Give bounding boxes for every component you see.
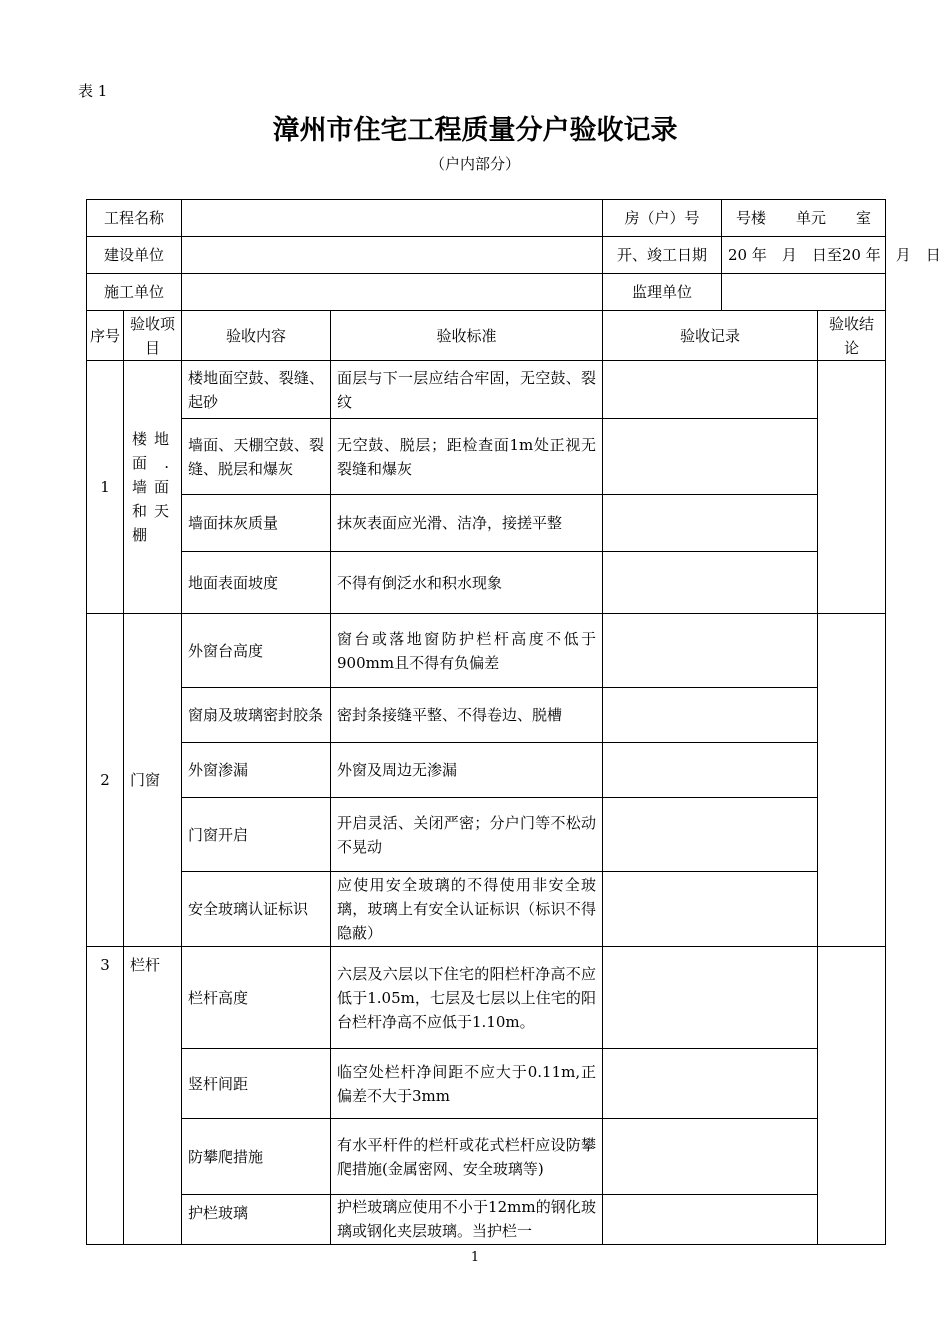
group-item: 楼地面.墙面和天棚 xyxy=(124,361,182,614)
group-item: 栏杆 xyxy=(124,947,182,1245)
record-cell[interactable] xyxy=(603,688,818,743)
table-row xyxy=(87,419,886,495)
group-item: 门窗 xyxy=(124,614,182,947)
check-content: 窗扇及玻璃密封胶条 xyxy=(182,688,331,743)
room-value[interactable]: 号楼 单元 室 xyxy=(736,209,872,227)
check-content: 楼地面空鼓、裂缝、起砂 xyxy=(182,361,331,419)
table-row xyxy=(87,798,886,872)
conclusion-cell[interactable] xyxy=(818,947,886,1245)
column-header-row xyxy=(87,311,886,361)
check-content: 栏杆高度 xyxy=(182,947,331,1049)
record-cell[interactable] xyxy=(603,1119,818,1195)
table-row xyxy=(87,495,886,552)
supervisor-value[interactable] xyxy=(722,274,886,310)
record-cell[interactable] xyxy=(603,1049,818,1119)
check-content: 安全玻璃认证标识 xyxy=(182,872,331,947)
builder-label: 建设单位 xyxy=(87,237,182,274)
record-cell[interactable] xyxy=(603,1195,818,1245)
col-seq-header: 序号 xyxy=(87,311,124,361)
col-item-header: 验收项目 xyxy=(124,311,182,361)
check-content: 墙面、天棚空鼓、裂缝、脱层和爆灰 xyxy=(182,419,331,495)
table-row xyxy=(87,688,886,743)
check-standard: 抹灰表面应光滑、洁净，接搓平整 xyxy=(331,495,603,552)
info-row-constructor xyxy=(87,274,886,311)
check-content: 门窗开启 xyxy=(182,798,331,872)
check-standard: 临空处栏杆净间距不应大于0.11m,正偏差不大于3mm xyxy=(331,1049,603,1119)
check-standard: 密封条接缝平整、不得卷边、脱槽 xyxy=(331,688,603,743)
project-name-label: 工程名称 xyxy=(87,200,182,237)
project-name-field[interactable] xyxy=(182,200,603,237)
check-standard: 不得有倒泛水和积水现象 xyxy=(331,552,603,614)
check-content: 外窗渗漏 xyxy=(182,743,331,798)
dates-value[interactable]: 20 年 月 日至20 年 月 日 xyxy=(728,246,941,264)
conclusion-cell[interactable] xyxy=(818,361,886,614)
check-content: 护栏玻璃 xyxy=(182,1195,331,1245)
check-content: 墙面抹灰质量 xyxy=(182,495,331,552)
group-seq: 3 xyxy=(87,947,124,1245)
record-cell[interactable] xyxy=(603,495,818,552)
col-standard-header: 验收标准 xyxy=(331,311,603,361)
record-cell[interactable] xyxy=(603,798,818,872)
check-content: 防攀爬措施 xyxy=(182,1119,331,1195)
room-label-cell: 房（户）号 xyxy=(603,200,722,236)
check-content: 地面表面坡度 xyxy=(182,552,331,614)
constructor-field[interactable] xyxy=(182,274,603,311)
table-row xyxy=(87,872,886,947)
check-standard: 无空鼓、脱层；距检查面1m处正视无裂缝和爆灰 xyxy=(331,419,603,495)
check-standard: 六层及六层以下住宅的阳栏杆净高不应低于1.05m，七层及七层以上住宅的阳台栏杆净高不应低于1.10m。 xyxy=(331,947,603,1049)
acceptance-form-table xyxy=(86,199,941,1245)
table-row xyxy=(87,614,886,688)
table-label: 表 1 xyxy=(78,82,108,100)
record-cell[interactable] xyxy=(603,614,818,688)
record-cell[interactable] xyxy=(603,743,818,798)
info-row-builder xyxy=(87,237,886,274)
record-cell[interactable] xyxy=(603,361,818,419)
check-content: 竖杆间距 xyxy=(182,1049,331,1119)
check-standard: 应使用安全玻璃的不得使用非安全玻璃，玻璃上有安全认证标识（标识不得隐蔽） xyxy=(331,872,603,947)
conclusion-cell[interactable] xyxy=(818,614,886,947)
check-content: 外窗台高度 xyxy=(182,614,331,688)
check-standard: 外窗及周边无渗漏 xyxy=(331,743,603,798)
group-seq: 1 xyxy=(87,361,124,614)
builder-field[interactable] xyxy=(182,237,603,274)
page-title: 漳州市住宅工程质量分户验收记录 xyxy=(272,115,678,146)
record-cell[interactable] xyxy=(603,947,818,1049)
check-standard: 窗台或落地窗防护栏杆高度不低于900mm且不得有负偏差 xyxy=(331,614,603,688)
record-cell[interactable] xyxy=(603,872,818,947)
dates-label: 开、竣工日期 xyxy=(603,237,722,273)
record-cell[interactable] xyxy=(603,419,818,495)
check-standard: 面层与下一层应结合牢固，无空鼓、裂纹 xyxy=(331,361,603,419)
room-field[interactable] xyxy=(603,200,886,237)
check-standard xyxy=(331,1195,603,1245)
table-row xyxy=(87,552,886,614)
check-standard: 开启灵活、关闭严密；分户门等不松动不晃动 xyxy=(331,798,603,872)
table-row xyxy=(87,1049,886,1119)
constructor-label: 施工单位 xyxy=(87,274,182,311)
dates-field[interactable] xyxy=(603,237,941,274)
group-seq: 2 xyxy=(87,614,124,947)
col-content-header: 验收内容 xyxy=(182,311,331,361)
check-standard: 有水平杆件的栏杆或花式栏杆应设防攀爬措施(金属密网、安全玻璃等) xyxy=(331,1119,603,1195)
record-cell[interactable] xyxy=(603,552,818,614)
table-row xyxy=(87,1195,886,1245)
col-record-header: 验收记录 xyxy=(603,311,818,361)
table-row xyxy=(87,1119,886,1195)
info-row-project xyxy=(87,200,886,237)
col-conclusion-header: 验收结论 xyxy=(818,311,886,361)
supervisor-label: 监理单位 xyxy=(603,274,722,310)
check-standard-text: 护栏玻璃应使用不小于12mm的钢化玻璃或钢化夹层玻璃。当护栏一 xyxy=(337,1198,597,1240)
table-row xyxy=(87,947,886,1049)
page-subtitle: （户内部分） xyxy=(429,155,520,173)
page-number: 1 xyxy=(470,1250,480,1265)
table-row xyxy=(87,743,886,798)
supervisor-field[interactable] xyxy=(603,274,886,311)
table-row xyxy=(87,361,886,419)
